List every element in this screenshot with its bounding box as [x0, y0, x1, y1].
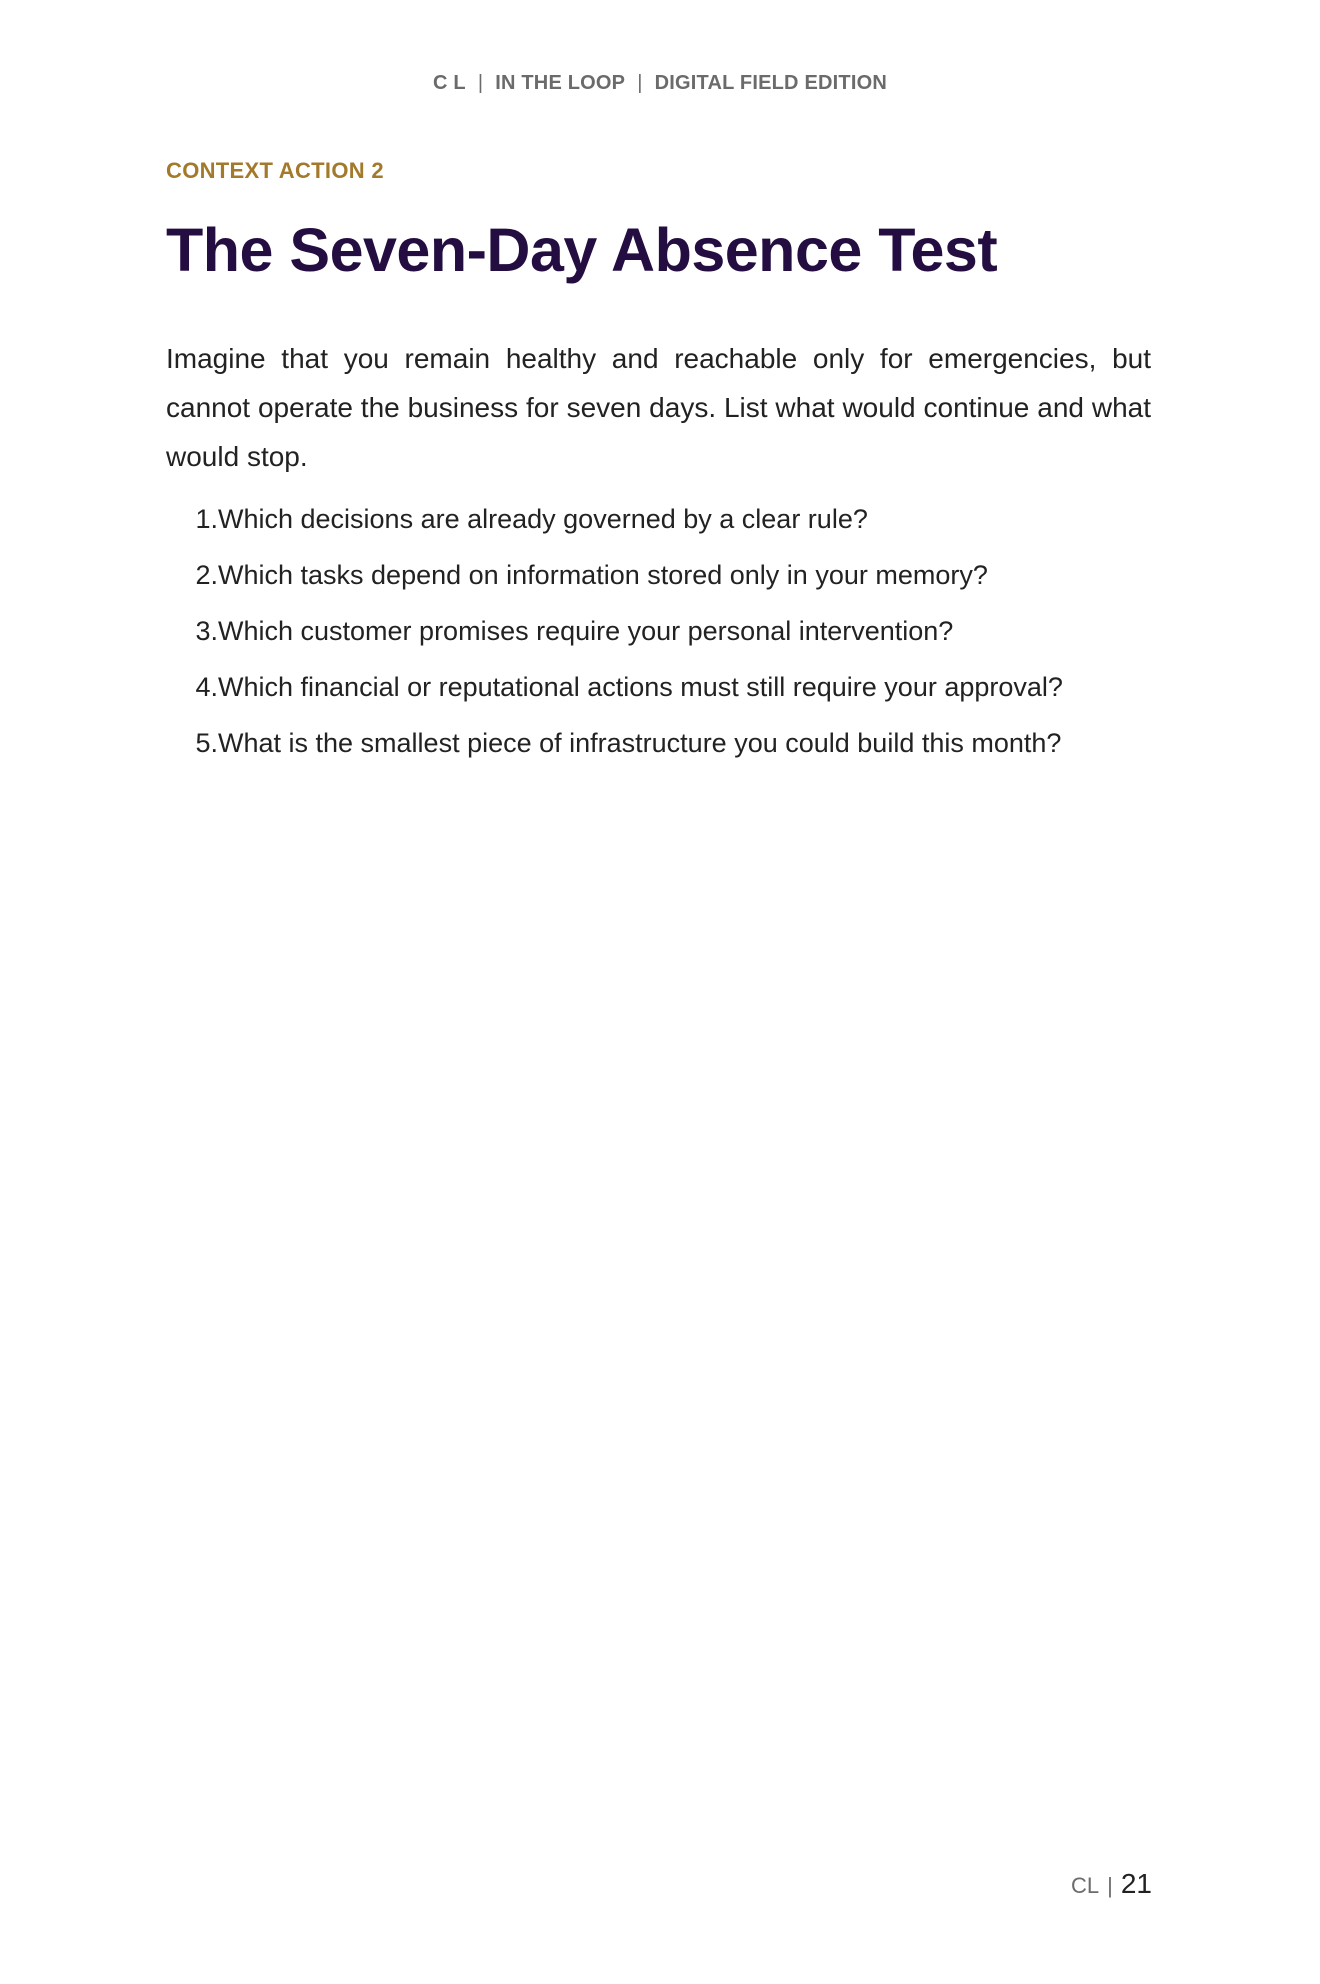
question-list [166, 501, 1151, 761]
list-item-number: 2. [195, 560, 218, 591]
list-item-number: 4. [195, 672, 218, 703]
footer-separator: | [1107, 1873, 1113, 1898]
list-item [166, 613, 1151, 649]
header-series: IN THE LOOP [495, 72, 626, 94]
list-item [166, 501, 1151, 537]
header-brand: C L [433, 72, 466, 94]
list-item-text: Which customer promises require your personal intervention? [218, 616, 954, 647]
list-item-number: 5. [195, 728, 218, 759]
list-item-text: What is the smallest piece of infrastructure you could build this month? [218, 728, 1062, 759]
page-number: 21 [1120, 1868, 1152, 1899]
page-footer [1071, 1868, 1152, 1900]
section-kicker: CONTEXT ACTION 2 [166, 158, 384, 183]
list-item [166, 557, 1151, 593]
header-separator: | [637, 72, 643, 94]
list-item-text: Which financial or reputational actions must still require your approval? [218, 672, 1063, 703]
footer-brand: CL [1071, 1873, 1100, 1898]
page-content [166, 158, 1151, 781]
list-item [166, 725, 1151, 761]
running-header [0, 72, 1320, 95]
list-item-text: Which decisions are already governed by a clear rule? [218, 504, 868, 535]
list-item [166, 669, 1151, 705]
header-separator: | [477, 72, 484, 94]
header-edition: DIGITAL FIELD EDITION [654, 72, 887, 94]
intro-paragraph: Imagine that you remain healthy and reachable only for emergencies, but cannot operate the business for seven days. List what would continue and what would stop. [166, 343, 1151, 473]
page-title: The Seven-Day Absence Test [166, 216, 998, 284]
list-item-number: 3. [195, 616, 218, 647]
list-item-text: Which tasks depend on information stored only in your memory? [218, 560, 988, 591]
list-item-number: 1. [195, 504, 218, 535]
